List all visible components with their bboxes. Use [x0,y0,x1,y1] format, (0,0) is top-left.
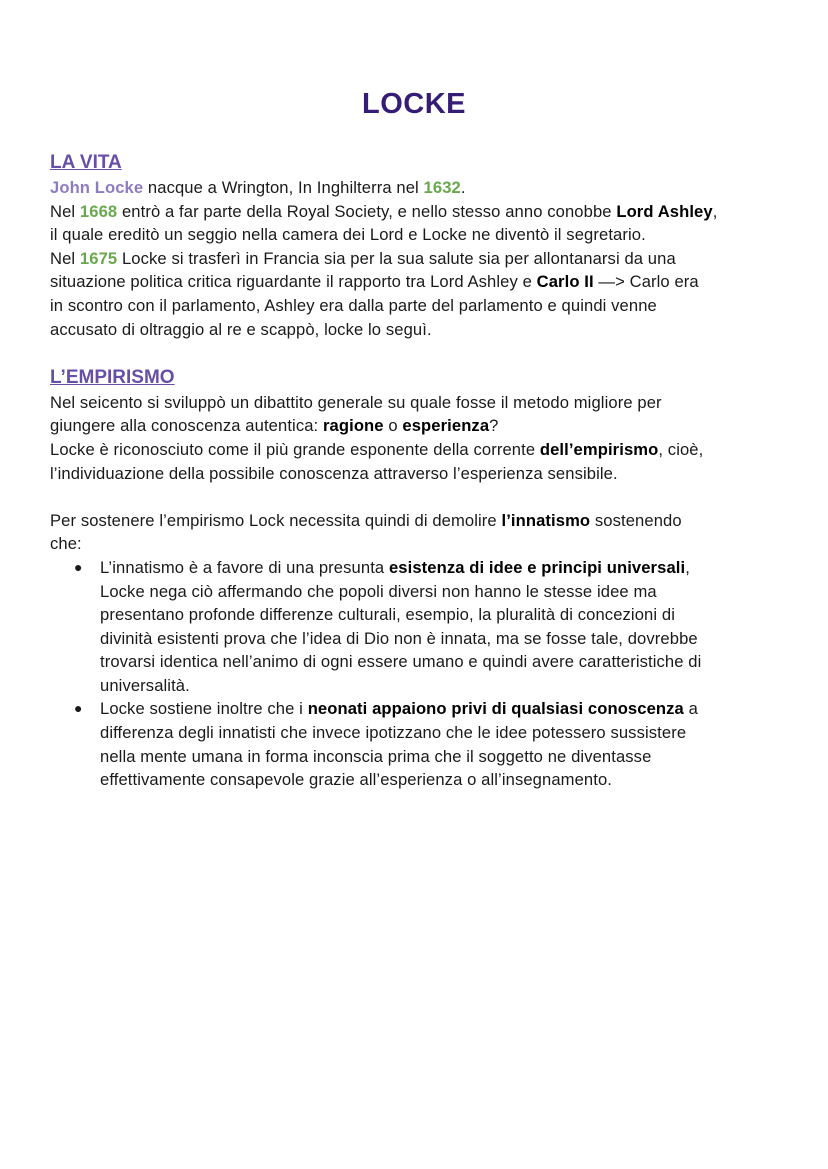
text-line [50,580,790,604]
text-line [50,745,790,769]
text-run: Nel [50,248,80,268]
text-run: trovarsi identica nell’animo di ogni essere umano e quindi avere caratteristiche di [100,652,702,672]
text-run: Locke nega ciò affermando che popoli diversi non hanno le stesse idee ma [100,581,657,601]
text-run: effettivamente consapevole grazie all’esperienza o all’insegnamento. [100,770,612,790]
bold-term: neonati appaiono privi di qualsiasi conoscenza [307,699,684,719]
text-run: presentano profonde differenze culturali, esempio, la pluralità di concezioni di [100,605,675,625]
bullet-item [50,697,790,721]
text-line [50,627,790,651]
bold-term: l’innatismo [501,510,591,530]
text-run: Locke è riconosciuto come il più grande esponente della corrente [50,439,540,459]
paragraph-gap [50,341,790,365]
bullet-icon: ● [74,558,83,575]
text-run: —> Carlo era [593,272,699,292]
bullet-icon: ● [74,700,83,717]
text-run: differenza degli innatisti che invece ipotizzano che le idee potessero sussistere [100,723,687,743]
text-run: L’innatismo è a favore di una presunta [100,557,389,577]
bold-term: Carlo II [536,272,594,292]
text-run: , cioè, [658,439,704,459]
text-line [50,462,790,486]
page-title: LOCKE [362,88,466,120]
bullet-item [50,556,790,580]
text-run: divinità esistenti prova che l’idea di Dio non è innata, ma se fosse tale, dovrebbe [100,628,698,648]
bold-term: esistenza di idee e principi universali [388,557,686,577]
text-run: Per sostenere l’empirismo Lock necessita quindi di demolire [50,510,502,530]
text-run: universalità. [100,675,190,695]
bold-term: esperienza [402,416,490,436]
text-line [50,721,790,745]
year-highlight: 1632 [423,178,461,197]
document-body [50,150,790,792]
text-line [50,223,790,247]
section-heading: LA VITA [50,152,122,173]
text-run: . [460,178,466,197]
text-run: situazione politica critica riguardante il rapporto tra Lord Ashley e [50,272,537,292]
text-run: a [683,699,698,719]
text-run: nella mente umana in forma inconscia prima che il soggetto ne diventasse [100,746,652,766]
text-line [50,294,790,318]
text-run: Nel seicento si sviluppò un dibattito generale su quale fosse il metodo migliore per [50,392,662,412]
text-run: in scontro con il parlamento, Ashley era dalla parte del parlamento e quindi venne [50,295,657,315]
text-line [50,176,790,200]
text-run: che: [50,534,82,554]
text-line [50,391,790,415]
name-highlight: John Locke [50,178,144,197]
bold-term: ragione [322,416,384,436]
text-run: sostenendo [590,510,682,530]
text-line [50,270,790,294]
text-line [50,532,790,556]
text-run: ? [489,416,499,436]
text-run: o [383,416,403,436]
paragraph-gap [50,485,790,509]
text-run: entrò a far parte della Royal Society, e nello stesso anno conobbe [117,201,617,221]
text-line [50,674,790,698]
text-run: accusato di oltraggio al re e scappò, locke lo seguì. [50,319,432,339]
text-line [50,200,790,224]
bold-term: dell’empirismo [539,439,659,459]
text-line [50,650,790,674]
year-highlight: 1675 [79,248,118,268]
text-line [50,318,790,342]
text-line [50,509,790,533]
text-run: nacque a Wrington, In Inghilterra nel [143,178,424,197]
text-line [50,603,790,627]
text-run: Locke sostiene inoltre che i [100,699,308,719]
text-run: , [685,557,690,577]
text-run: Nel [50,201,80,221]
text-line [50,414,790,438]
year-highlight: 1668 [79,201,118,221]
text-line [50,768,790,792]
section-heading: L’EMPIRISMO [50,366,175,388]
text-run: giungere alla conoscenza autentica: [50,416,323,436]
text-line [50,438,790,462]
text-run: , [712,201,718,221]
text-run: Locke si trasferì in Francia sia per la sua salute sia per allontanarsi da una [117,248,676,268]
text-line [50,247,790,271]
text-run: il quale ereditò un seggio nella camera dei Lord e Locke ne diventò il segretario. [50,225,646,245]
bold-term: Lord Ashley [616,201,713,221]
text-run: l’individuazione della possibile conoscenza attraverso l’esperienza sensibile. [50,463,618,483]
